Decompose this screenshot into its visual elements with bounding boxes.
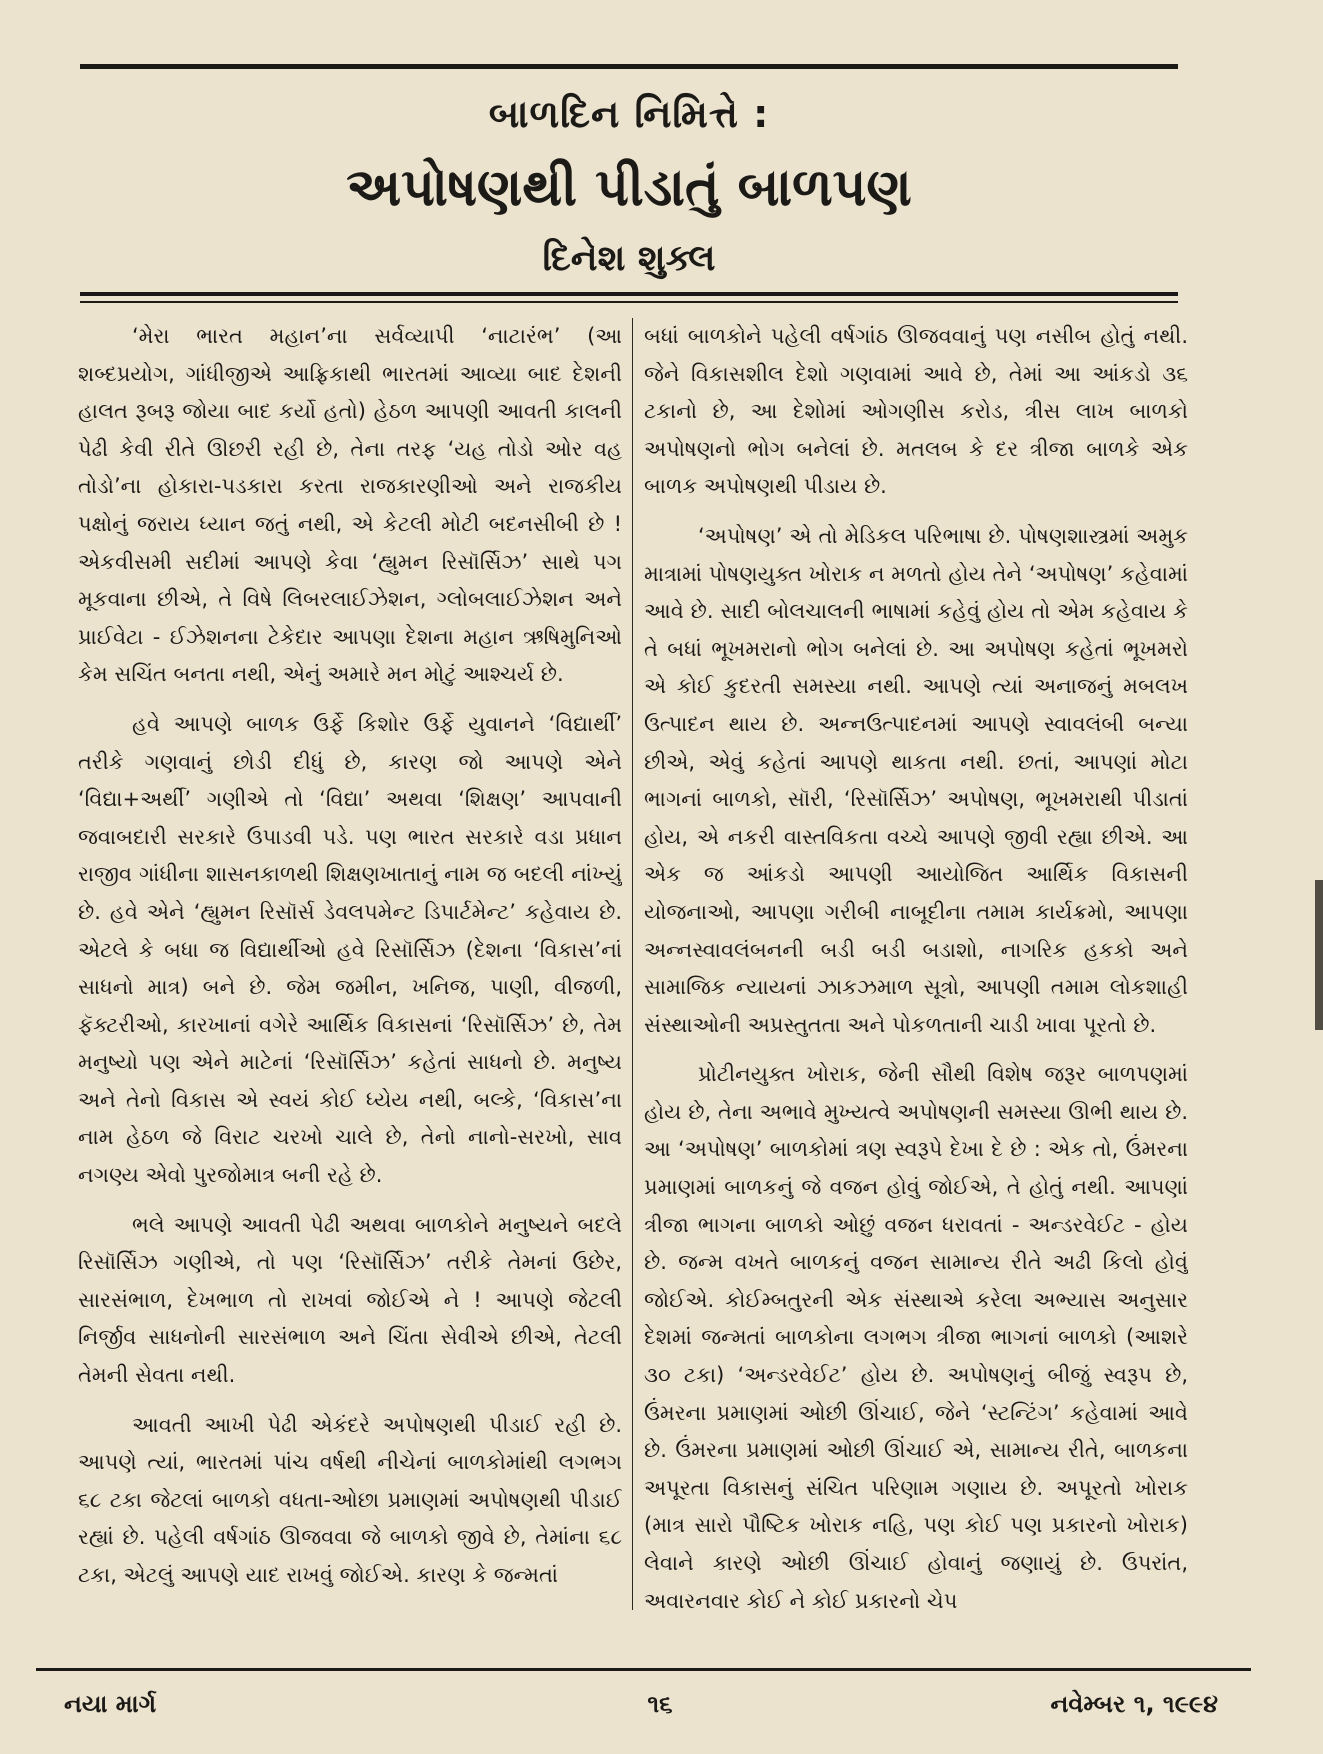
top-rule [80,64,1178,69]
paragraph: બધાં બાળકોને પહેલી વર્ષગાંઠ ઊજવવાનું પણ નસીબ હોતું નથી. જેને વિકાસશીલ દેશો ગણવામાં આવે છે, તેમાં આ આંકડો ૩૬ ટકાનો છે, આ દેશોમાં ઓગણીસ કરોડ, ત્રીસ લાખ બાળકો અપોષણનો ભોગ બનેલાં છે. મતલબ કે દર ત્રીજા બાળકે એક બાળક અપોષણથી પીડાય છે. [644,324,1188,499]
paragraph: ‘મેરા ભારત મહાન’ના સર્વવ્યાપી ‘નાટારંભ’ (આ શબ્દપ્રયોગ, ગાંધીજીએ આફ્રિકાથી ભારતમાં આવ્યા બાદ દેશની હાલત રૂબરૂ જોયા બાદ કર્યો હતો) હેઠળ આપણી આવતી કાલની પેઢી કેવી રીતે ઊછરી રહી છે, તેના તરફ ‘યહ તોડો ઓર વહ તોડો’ના હોકારા-પડકારા કરતા રાજકારણીઓ અને રાજકીય પક્ષોનું જરાય ધ્યાન જતું નથી, એ કેટલી મોટી બદનસીબી છે ! એકવીસમી સદીમાં આપણે કેવા ‘હ્યુમન રિસૉર્સિઝ’ સાથે પગ મૂકવાના છીએ, તે વિષે લિબરલાઈઝેશન, ગ્લોબલાઈઝેશન અને પ્રાઈવેટા - ઈઝેશનના ટેકેદાર આપણા દેશના મહાન ઋષિમુનિઓ કેમ સચિંત બનતા નથી, એનું અમારે મન મોટું આશ્ચર્ય છે. [78,324,622,687]
publication-name: નયા માર્ગ [64,1690,157,1718]
right-column [644,318,1188,1618]
header-rule-thick [80,292,1178,296]
footer-rule [36,1668,1251,1671]
issue-date: નવેમ્બર ૧, ૧૯૯૪ [1050,1690,1218,1718]
column-divider [632,318,633,1610]
article-title: અપોષણથી પીડાતું બાળપણ [346,158,912,218]
paragraph: ભલે આપણે આવતી પેઢી અથવા બાળકોને મનુષ્યને બદલે રિસૉર્સિઝ ગણીએ, તો પણ ‘રિસૉર્સિઝ’ તરીકે તેમનાં ઉછેર, સારસંભાળ, દેખભાળ તો રાખવાં જોઈએ ને ! આપણે જેટલી નિર્જીવ સાધનોની સારસંભાળ અને ચિંતા સેવીએ છીએ, તેટલી તેમની સેવતા નથી. [78,1212,622,1388]
left-column [78,318,622,1618]
header-rule-thin [80,301,1178,303]
paragraph: પ્રોટીનયુક્ત ખોરાક, જેની સૌથી વિશેષ જરૂર બાળપણમાં હોય છે, તેના અભાવે મુખ્યત્વે અપોષણની સમસ્યા ઊભી થાય છે. આ ‘અપોષણ’ બાળકોમાં ત્રણ સ્વરૂપે દેખા દે છે : એક તો, ઉંમરના પ્રમાણમાં બાળકનું જે વજન હોવું જોઈએ, તે હોતું નથી. આપણાં ત્રીજા ભાગના બાળકો ઓછું વજન ધરાવતાં - અન્ડરવેઈટ - હોય છે. જન્મ વખતે બાળકનું વજન સામાન્ય રીતે અઢી કિલો હોવું જોઈએ. કોઈમ્બતુરની એક સંસ્થાએ કરેલા અભ્યાસ અનુસાર દેશમાં જન્મતાં બાળકોના લગભગ ત્રીજા ભાગનાં બાળકો (આશરે ૩૦ ટકા) ‘અન્ડરવેઈટ’ હોય છે. અપોષણનું બીજું સ્વરૂપ છે, ઉંમરના પ્રમાણમાં ઓછી ઊંચાઈ, જેને ‘સ્ટન્ટિંગ’ કહેવામાં આવે છે. ઉંમરના પ્રમાણમાં ઓછી ઊંચાઈ એ, સામાન્ય રીતે, બાળકના અપૂરતા વિકાસનું સંચિત પરિણામ ગણાય છે. અપૂરતો ખોરાક (માત્ર સારો પૌષ્ટિક ખોરાક નહિ, પણ કોઈ પણ પ્રકારનો ખોરાક) લેવાને કારણે ઓછી ઊંચાઈ હોવાનું જણાયું છે. ઉપરાંત, અવારનવાર કોઈ ને કોઈ પ્રકારનો ચેપ [644,1062,1188,1613]
page-edge-shadow [1315,880,1323,1030]
page-number: ૧૬ [647,1690,673,1718]
article-author: દિનેશ શુક્લ [542,238,716,279]
article-kicker: બાળદિન નિમિત્તે : [488,92,770,136]
paragraph: ‘અપોષણ’ એ તો મેડિકલ પરિભાષા છે. પોષણશાસ્ત્રમાં અમુક માત્રામાં પોષણયુક્ત ખોરાક ન મળતો હોય તેને ‘અપોષણ’ કહેવામાં આવે છે. સાદી બોલચાલની ભાષામાં કહેવું હોય તો એમ કહેવાય કે તે બધાં ભૂખમરાનો ભોગ બનેલાં છે. આ અપોષણ કહેતાં ભૂખમરો એ કોઈ કુદરતી સમસ્યા નથી. આપણે ત્યાં અનાજનું મબલખ ઉત્પાદન થાય છે. અન્નઉત્પાદનમાં આપણે સ્વાવલંબી બન્યા છીએ, એવું કહેતાં આપણે થાકતા નથી. છતાં, આપણાં મોટા ભાગનાં બાળકો, સૉરી, ‘રિસૉર્સિઝ’ અપોષણ, ભૂખમરાથી પીડાતાં હોય, એ નકરી વાસ્તવિકતા વચ્ચે આપણે જીવી રહ્યા છીએ. આ એક જ આંકડો આપણી આયોજિત આર્થિક વિકાસની યોજનાઓ, આપણા ગરીબી નાબૂદીના તમામ કાર્યક્રમો, આપણા અન્નસ્વાવલંબનની બડી બડી બડાશો, નાગરિક હકકો અને સામાજિક ન્યાયનાં ઝાકઝમાળ સૂત્રો, આપણી તમામ લોકશાહી સંસ્થાઓની અપ્રસ્તુતતા અને પોકળતાની ચાડી ખાવા પૂરતો છે. [644,523,1188,1037]
paragraph: આવતી આખી પેઢી એકંદરે અપોષણથી પીડાઈ રહી છે. આપણે ત્યાં, ભારતમાં પાંચ વર્ષથી નીચેનાં બાળકોમાંથી લગભગ ૬૮ ટકા જેટલાં બાળકો વધતા-ઓછા પ્રમાણમાં અપોષણથી પીડાઈ રહ્યાં છે. પહેલી વર્ષગાંઠ ઊજવવા જે બાળકો જીવે છે, તેમાંના ૬૮ ટકા, એટલું આપણે યાદ રાખવું જોઈએ. કારણ કે જન્મતાં [78,1412,622,1587]
paragraph: હવે આપણે બાળક ઉર્ફે કિશોર ઉર્ફે યુવાનને ‘વિદ્યાર્થી’ તરીકે ગણવાનું છોડી દીધું છે, કારણ જો આપણે એને ‘વિદ્યા+અર્થી’ ગણીએ તો ‘વિદ્યા’ અથવા ‘શિક્ષણ’ આપવાની જવાબદારી સરકારે ઉપાડવી પડે. પણ ભારત સરકારે વડા પ્રધાન રાજીવ ગાંધીના શાસનકાળથી શિક્ષણખાતાનું નામ જ બદલી નાંખ્યું છે. હવે એને ‘હ્યુમન રિસૉર્સ ડેવલપમેન્ટ ડિપાર્ટમેન્ટ’ કહેવાય છે. એટલે કે બધા જ વિદ્યાર્થીઓ હવે રિસૉર્સિઝ (દેશના ‘વિકાસ’નાં સાધનો માત્ર) બને છે. જેમ જમીન, ખનિજ, પાણી, વીજળી, ફૅક્ટરીઓ, કારખાનાં વગેરે આર્થિક વિકાસનાં ‘રિસૉર્સિઝ’ છે, તેમ મનુષ્યો પણ એને માટેનાં ‘રિસૉર્સિઝ’ કહેતાં સાધનો છે. મનુષ્ય અને તેનો વિકાસ એ સ્વયં કોઈ ધ્યેય નથી, બલ્કે, ‘વિકાસ’ના નામ હેઠળ જે વિરાટ ચરખો ચાલે છે, તેનો નાનો-સરખો, સાવ નગણ્ય એવો પુરજોમાત્ર બની રહે છે. [78,711,622,1188]
